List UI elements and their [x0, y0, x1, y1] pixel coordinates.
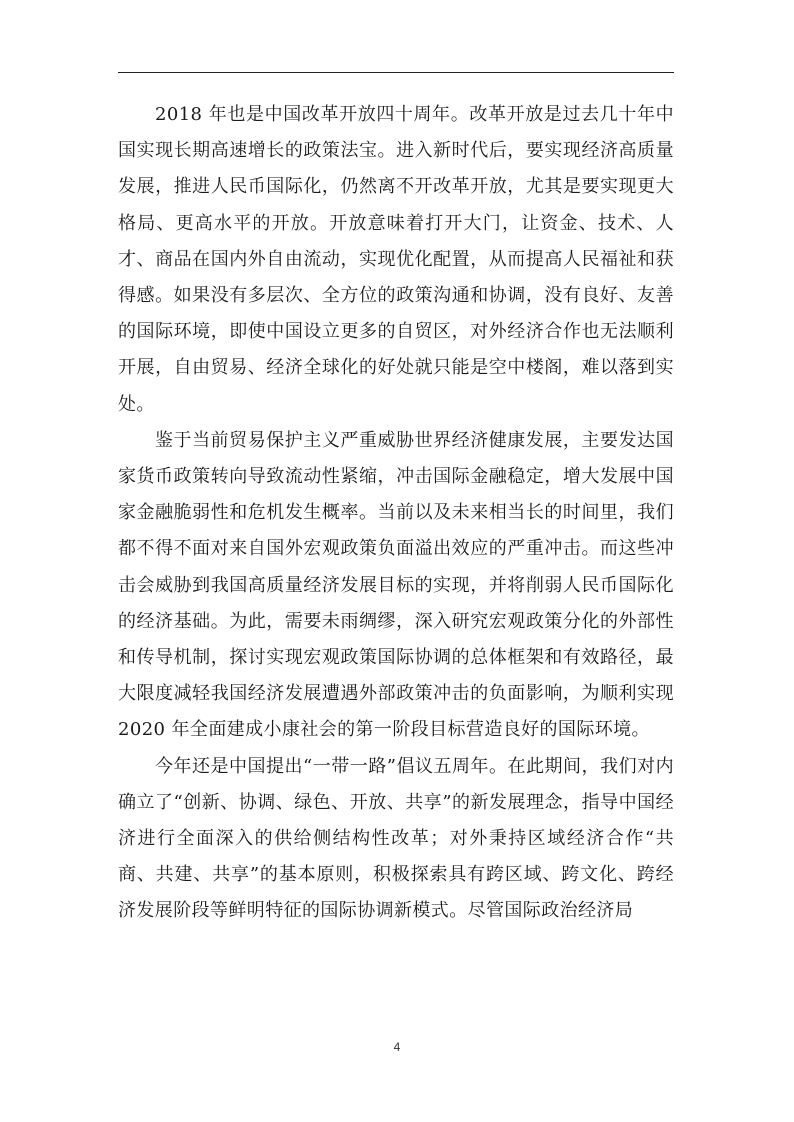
paragraph-reform-opening: 2018 年也是中国改革开放四十周年。改革开放是过去几十年中国实现长期高速增长的政策法宝。进入新时代后，要实现经济高质量发展，推进人民币国际化，仍然离不开改革开放，尤其是要实现更大格局、更高水平的开放。开放意味着打开大门，让资金、技术、人才、商品在国内外自由流动，实现优化配置，从而提高人民福祉和获得感。如果没有多层次、全方位的政策沟通和协调，没有良好、友善的国际环境，即使中国设立更多的自贸区，对外经济合作也无法顺利开展，自由贸易、经济全球化的好处就只能是空中楼阁，难以落到实处。 [118, 104, 674, 415]
header-rule [118, 72, 674, 73]
paragraph-trade-protectionism: 鉴于当前贸易保护主义严重威胁世界经济健康发展，主要发达国家货币政策转向导致流动性紧缩，冲击国际金融稳定，增大发展中国家金融脆弱性和危机发生概率。当前以及未来相当长的时间里，我们都不得不面对来自国外宏观政策负面溢出效应的严重冲击。而这些冲击会威胁到我国高质量经济发展目标的实现，并将削弱人民币国际化的经济基础。为此，需要未雨绸缪，深入研究宏观政策分化的外部性和传导机制，探讨实现宏观政策国际协调的总体框架和有效路径，最大限度减轻我国经济发展遭遇外部政策冲击的负面影响，为顺利实现 2020 年全面建成小康社会的第一阶段目标营造良好的国际环境。 [118, 429, 674, 741]
document-body [118, 97, 674, 930]
paragraph-belt-and-road: 今年还是中国提出“一带一路”倡议五周年。在此期间，我们对内确立了“创新、协调、绿色、开放、共享”的新发展理念，指导中国经济进行全面深入的供给侧结构性改革；对外秉持区域经济合作“共商、共建、共享”的基本原则，积极探索具有跨区域、跨文化、跨经济发展阶段等鲜明特征的国际协调新模式。尽管国际政治经济局 [118, 755, 674, 922]
page-number: 4 [393, 1040, 401, 1054]
